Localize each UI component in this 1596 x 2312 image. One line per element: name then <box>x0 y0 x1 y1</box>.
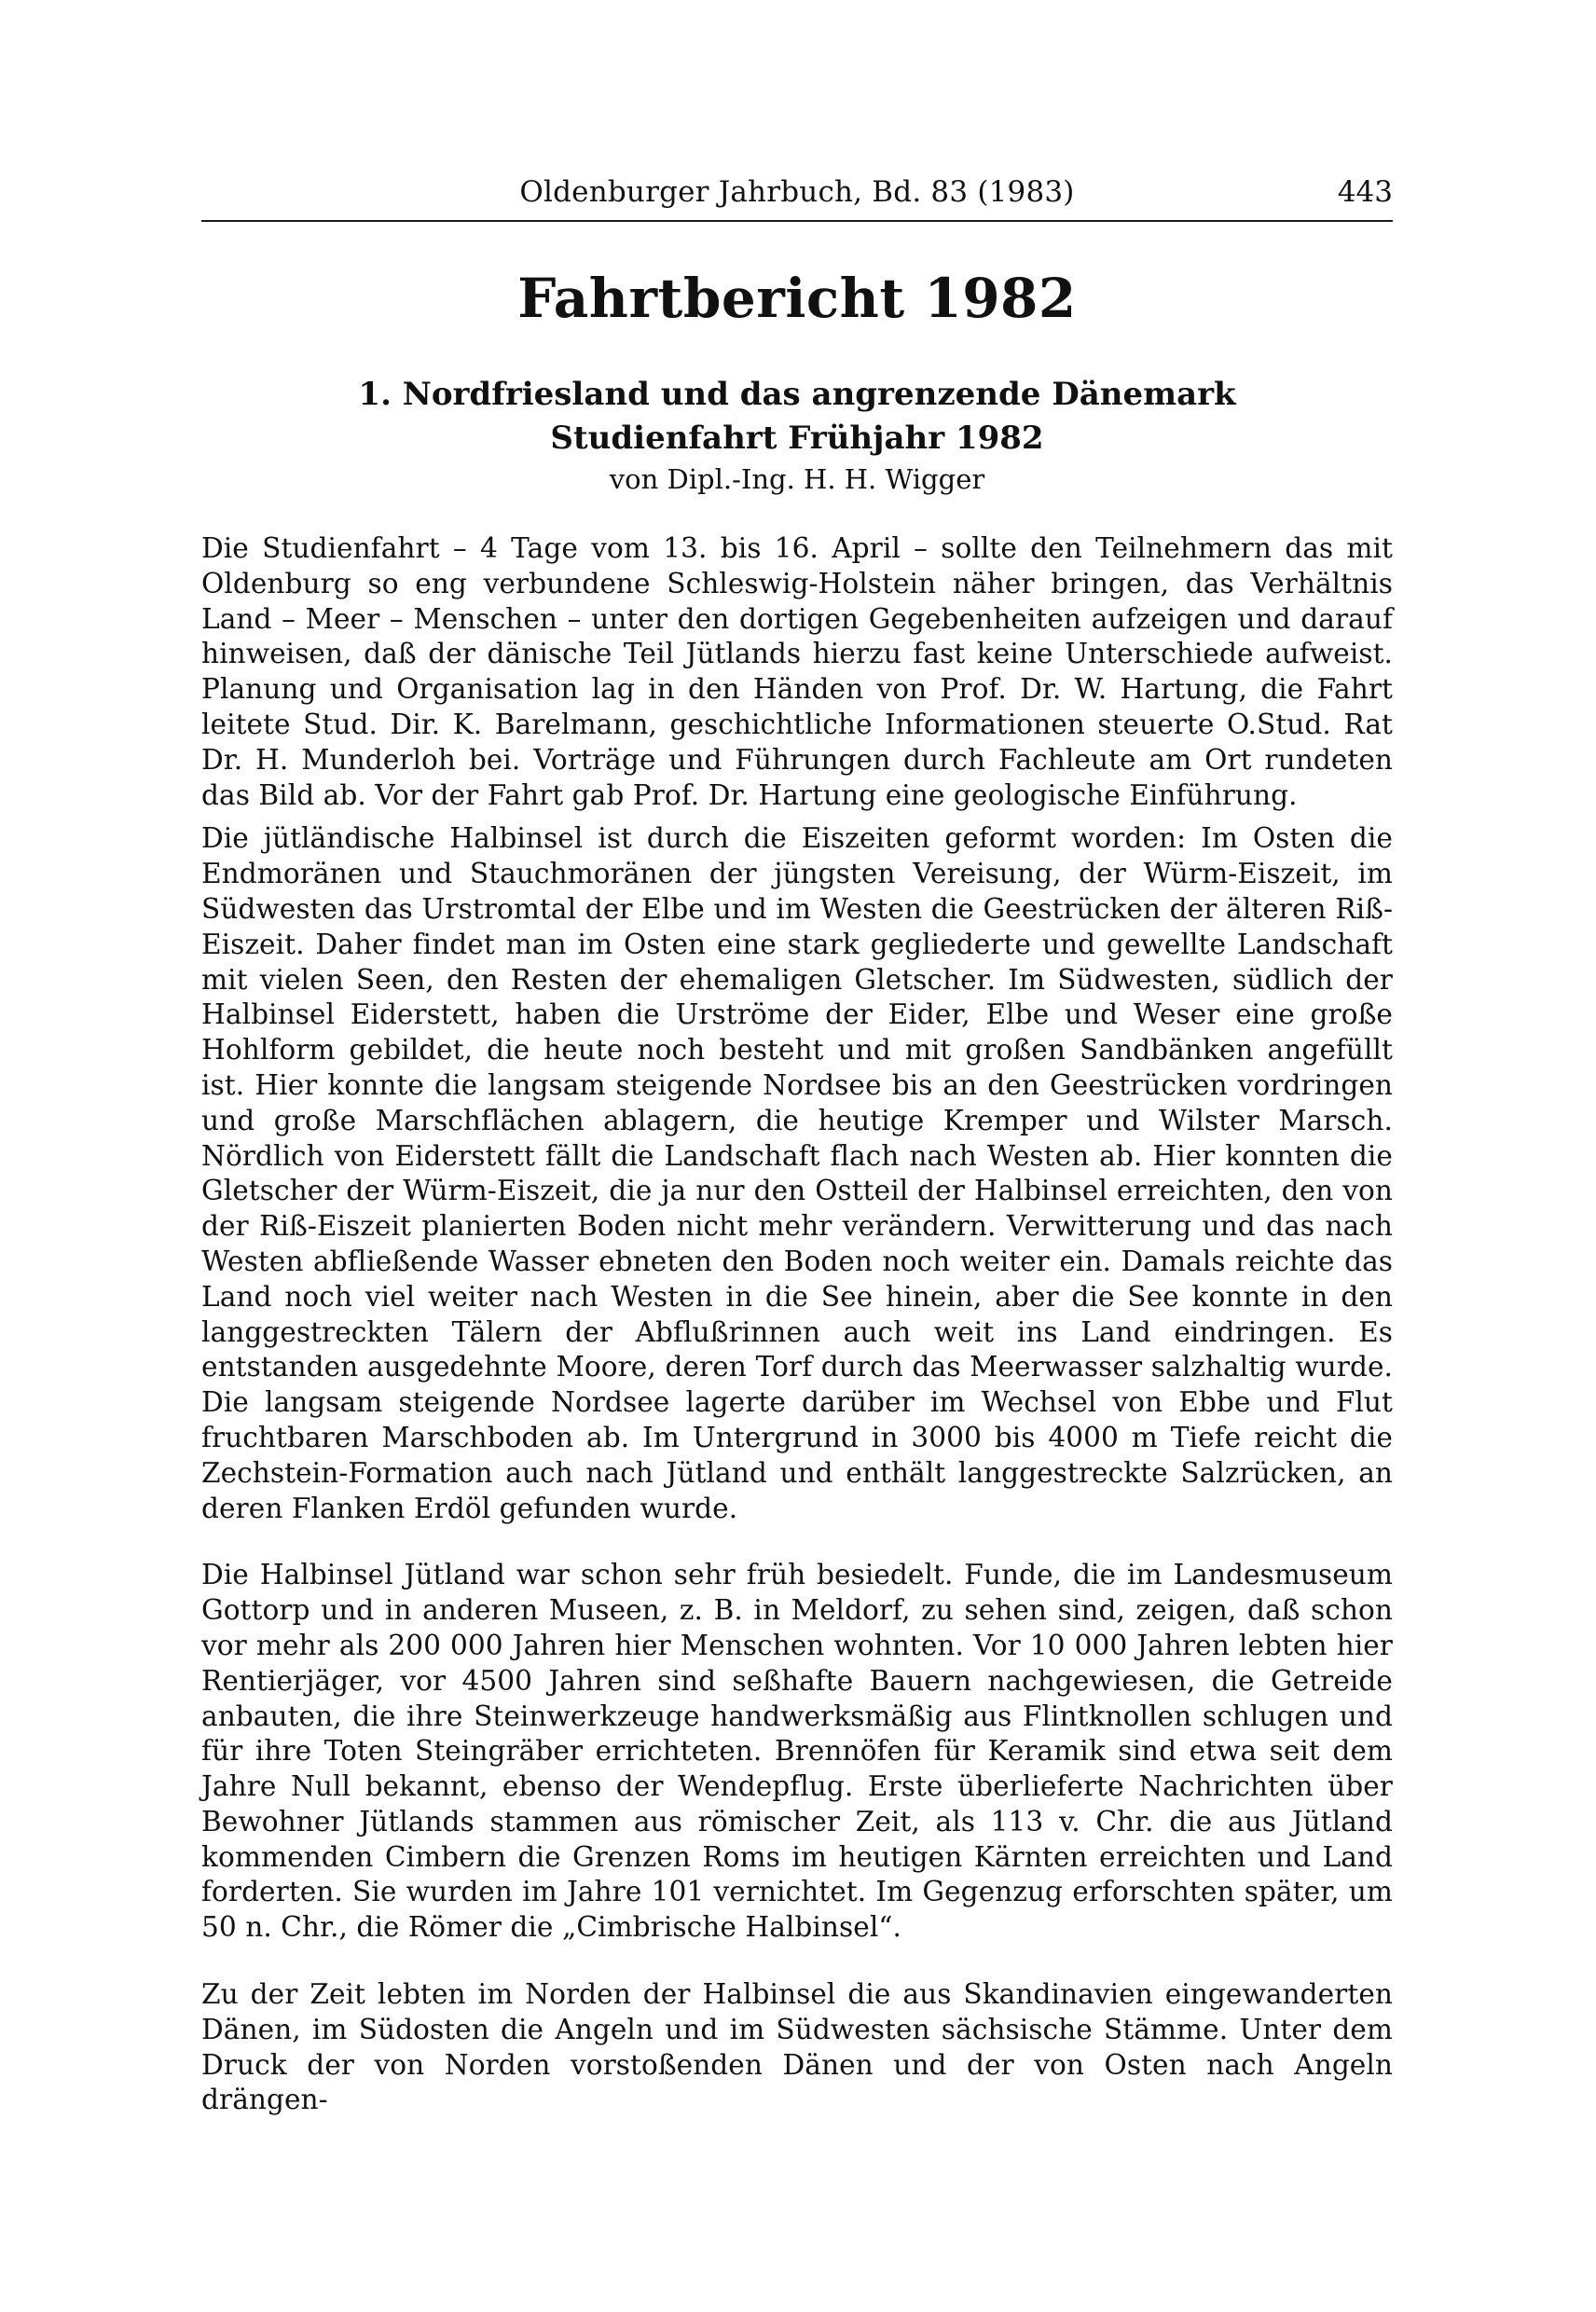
journal-title: Oldenburger Jahrbuch, Bd. 83 (1983) <box>519 175 1075 209</box>
paragraph-tribes: Zu der Zeit lebten im Norden der Halbinsel die aus Skandinavien eingewanderten Dänen, im Südosten die Angeln und im Südwesten sächsische Stämme. Unter dem Druck der von Norden vorstoßenden Dänen und der von Osten nach Angeln drängen- <box>201 1978 1393 2116</box>
article-body <box>201 531 1393 2118</box>
paragraph-geology: Die jütländische Halbinsel ist durch die Eiszeiten geformt worden: Im Osten die Endmoränen und Stauchmoränen der jüngsten Vereisung, der Würm-Eiszeit, im Südwesten das Urstromtal der Elbe und im Westen die Geestrücken der älteren Riß-Eiszeit. Daher findet man im Osten eine stark gegliederte und gewellte Landschaft mit vielen Seen, den Resten der ehemaligen Gletscher. Im Südwesten, südlich der Halbinsel Eiderstett, haben die Urströme der Eider, Elbe und Weser eine große Hohlform gebildet, die heute noch besteht und mit großen Sandbänken angefüllt ist. Hier konnte die langsam steigende Nordsee bis an den Geestrücken vordringen und große Marschflächen ablagern, die heutige Kremper und Wilster Marsch. Nördlich von Eiderstett fällt die Landschaft flach nach Westen ab. Hier konnten die Gletscher der Würm-Eiszeit, die ja nur den Ostteil der Halbinsel erreichten, den von der Riß-Eiszeit planierten Boden nicht mehr verändern. Verwitterung und das nach Westen abfließende Wasser ebneten den Boden noch weiter ein. Damals reichte das Land noch viel weiter nach Westen in die See hinein, aber die See konnte in den langgestreckten Tälern der Abflußrinnen auch weit ins Land eindringen. Es entstanden ausgedehnte Moore, deren Torf durch das Meerwasser salzhaltig wurde. Die langsam steigende Nordsee lagerte darüber im Wechsel von Ebbe und Flut fruchtbaren Marschboden ab. Im Untergrund in 3000 bis 4000 m Tiefe reicht die Zechstein-Formation auch nach Jütland und enthält langgestreckte Salzrücken, an deren Flanken Erdöl gefunden wurde. <box>201 822 1393 1524</box>
running-header <box>201 173 1393 222</box>
section-subheading: Studienfahrt Frühjahr 1982 <box>550 420 1044 457</box>
section-heading: 1. Nordfriesland und das angrenzende Dänemark <box>358 376 1236 413</box>
author-line: von Dipl.-Ing. H. H. Wigger <box>609 463 985 495</box>
paragraph-intro: Die Studienfahrt – 4 Tage vom 13. bis 16. April – sollte den Teilnehmern das mit Oldenburg so eng verbundene Schleswig-Holstein näher bringen, das Verhältnis Land – Meer – Menschen – unter den dortigen Gegebenheiten aufzeigen und darauf hinweisen, daß der dänische Teil Jütlands hierzu fast keine Unterschiede aufweist. Planung und Organisation lag in den Händen von Prof. Dr. W. Hartung, die Fahrt leitete Stud. Dir. K. Barelmann, geschichtliche Informationen steuerte O.Stud. Rat Dr. H. Munderloh bei. Vorträge und Führungen durch Fachleute am Ort rundeten das Bild ab. Vor der Fahrt gab Prof. Dr. Hartung eine geologische Einführung. <box>201 532 1393 811</box>
page-title: Fahrtbericht 1982 <box>517 267 1077 330</box>
page-number: 443 <box>1337 175 1393 209</box>
paragraph-settlement: Die Halbinsel Jütland war schon sehr früh besiedelt. Funde, die im Landesmuseum Gottorp und in anderen Museen, z. B. in Meldorf, zu sehen sind, zeigen, daß schon vor mehr als 200 000 Jahren hier Menschen wohnten. Vor 10 000 Jahren lebten hier Rentierjäger, vor 4500 Jahren sind seßhafte Bauern nachgewiesen, die Getreide anbauten, die ihre Steinwerkzeuge handwerksmäßig aus Flintknollen schlugen und für ihre Toten Steingräber errichteten. Brennöfen für Keramik sind etwa seit dem Jahre Null bekannt, ebenso der Wendepflug. Erste überlieferte Nachrichten über Bewohner Jütlands stammen aus römischer Zeit, als 113 v. Chr. die aus Jütland kommenden Cimbern die Grenzen Roms im heutigen Kärnten erreichten und Land forderten. Sie wurden im Jahre 101 vernichtet. Im Gegenzug erforschten später, um 50 n. Chr., die Römer die „Cimbrische Halbinsel“. <box>201 1559 1393 1944</box>
